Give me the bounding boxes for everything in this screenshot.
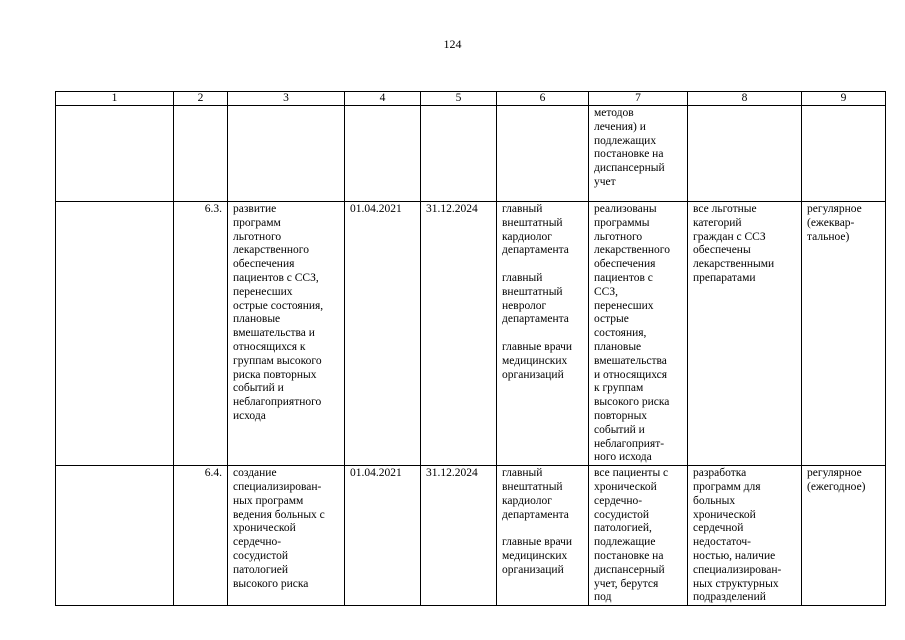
activity-name: развитие программ льготного лекарственного обеспечения пациентов с ССЗ, перенесших острые состояния, плановые вмешательства и относящихся к группам высокого риска повторных событий и неблагоприятного исхода: [228, 202, 345, 466]
column-number: 6: [497, 92, 589, 106]
frequency: [802, 106, 886, 202]
frequency: регулярное (ежегодное): [802, 466, 886, 606]
responsible-person: главный внештатный кардиолог департамента: [502, 467, 569, 521]
column-number: 5: [421, 92, 497, 106]
responsible-person: [497, 106, 589, 202]
item-number: 6.3.: [174, 202, 228, 466]
start-date: [345, 106, 421, 202]
target-indicator: разработка программ для больных хронической сердечной недостаточ- ностью, наличие специализирован- ных структурных подразделений: [688, 466, 802, 606]
target-indicator: все льготные категорий граждан с ССЗ обеспечены лекарственными препаратами: [688, 202, 802, 466]
responsible-person: главные врачи медицинских организаций: [502, 340, 573, 381]
item-number: 6.4.: [174, 466, 228, 606]
table-row: [56, 466, 886, 606]
responsible-person: главный внештатный невролог департамента: [502, 271, 569, 326]
table-cell: [56, 106, 174, 202]
page-number: 124: [443, 37, 462, 51]
activity-plan-table: [55, 91, 886, 606]
target-indicator: [688, 106, 802, 202]
start-date: 01.04.2021: [345, 466, 421, 606]
table-row: [56, 202, 886, 466]
column-number: 1: [56, 92, 174, 106]
responsible-person: главный внештатный кардиолог департамента: [502, 203, 569, 257]
responsible-persons: [497, 466, 589, 606]
end-date: 31.12.2024: [421, 466, 497, 606]
table-row: [56, 106, 886, 202]
column-number: 7: [589, 92, 688, 106]
responsible-person: главные врачи медицинских организаций: [502, 536, 573, 576]
column-number: 9: [802, 92, 886, 106]
item-number: [174, 106, 228, 202]
column-number: 2: [174, 92, 228, 106]
expected-result: методов лечения) и подлежащих постановке на диспансерный учет: [589, 106, 688, 202]
end-date: 31.12.2024: [421, 202, 497, 466]
activity-name: [228, 106, 345, 202]
frequency: регулярное (ежеквар- тальное): [802, 202, 886, 466]
expected-result: реализованы программы льготного лекарственного обеспечения пациентов с ССЗ, перенесших острые состояния, плановые вмешательства и относящихся к группам высокого риска повторных событий и неблагоприят- ного исхода: [589, 202, 688, 466]
start-date: 01.04.2021: [345, 202, 421, 466]
column-number-row: [56, 92, 886, 106]
column-number: 8: [688, 92, 802, 106]
column-number: 3: [228, 92, 345, 106]
end-date: [421, 106, 497, 202]
expected-result: все пациенты с хронической сердечно- сосудистой патологией, подлежащие постановке на диспансерный учет, берутся под: [589, 466, 688, 606]
responsible-persons: [497, 202, 589, 466]
activity-name: создание специализирован- ных программ ведения больных с хронической сердечно- сосудистой патологией высокого риска: [228, 466, 345, 606]
column-number: 4: [345, 92, 421, 106]
table-cell: [56, 202, 174, 466]
table-cell: [56, 466, 174, 606]
